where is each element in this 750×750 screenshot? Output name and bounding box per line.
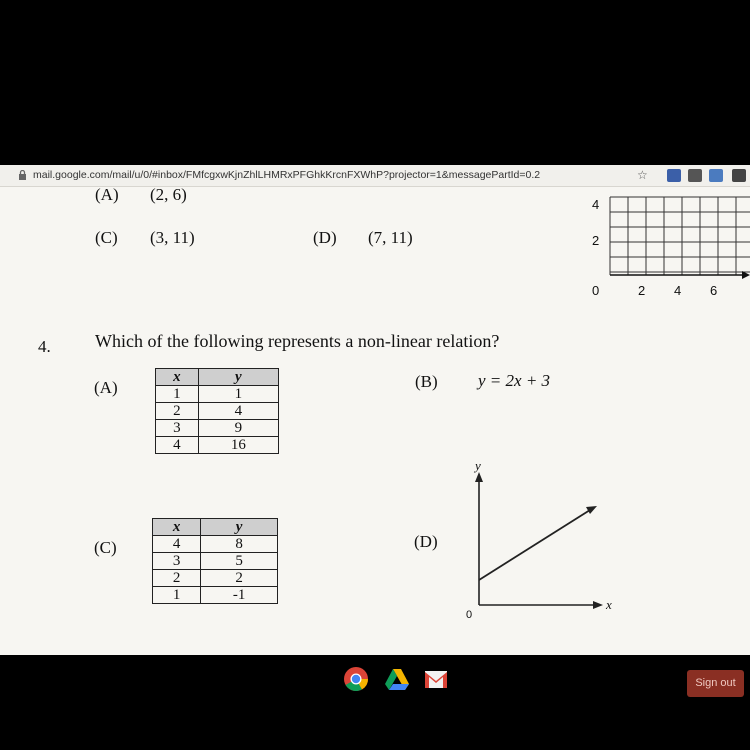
question-text: Which of the following represents a non-linear relation?: [95, 331, 500, 351]
graph-d-origin-label: 0: [466, 609, 473, 621]
table-c-header-y: y: [201, 519, 278, 536]
drive-icon[interactable]: [384, 666, 410, 692]
table-c-cell: 4: [153, 536, 201, 553]
table-c-cell: 2: [153, 570, 201, 587]
question-number: 4.: [38, 337, 51, 356]
table-a-cell: 16: [198, 437, 278, 454]
sign-out-button[interactable]: Sign out: [687, 670, 744, 697]
prev-option-d-value: (7, 11): [368, 228, 413, 247]
prev-option-d-label: (D): [313, 228, 337, 247]
chrome-icon[interactable]: [343, 666, 369, 692]
table-a-cell: 3: [156, 420, 199, 437]
extension-icon[interactable]: [732, 169, 746, 182]
table-c-cell: 5: [201, 553, 278, 570]
grid-x-tick: 6: [710, 283, 718, 298]
option-a-label: (A): [94, 378, 118, 397]
prev-option-a-value: (2, 6): [150, 185, 187, 204]
grid-y-tick: 2: [592, 233, 600, 248]
grid-x-tick: 4: [674, 283, 682, 298]
bookmark-star-icon[interactable]: ☆: [637, 168, 648, 182]
url-text[interactable]: mail.google.com/mail/u/0/#inbox/FMfcgxwKjnZhlLHMRxPFGhkKrcnFXWhP?projector=1&messagePartId=0.2: [33, 169, 541, 181]
table-a: [155, 368, 279, 454]
table-c-cell: 1: [153, 587, 201, 604]
extension-icon[interactable]: [667, 169, 681, 182]
table-c-cell: 8: [201, 536, 278, 553]
table-c-cell: 2: [201, 570, 278, 587]
lock-icon: [18, 170, 27, 180]
table-a-cell: 4: [198, 403, 278, 420]
table-a-cell: 1: [198, 386, 278, 403]
grid-y-tick: 4: [592, 197, 600, 212]
grid-x-tick: 2: [638, 283, 646, 298]
table-c-cell: -1: [201, 587, 278, 604]
graph-d-y-label: y: [475, 458, 481, 473]
taskbar: [0, 655, 750, 750]
browser-screen: [0, 165, 750, 655]
grid-x-tick: 0: [592, 283, 600, 298]
table-a-cell: 9: [198, 420, 278, 437]
gmail-icon[interactable]: [423, 666, 449, 692]
address-bar[interactable]: [0, 165, 750, 187]
prev-option-c-value: (3, 11): [150, 228, 195, 247]
extension-icon[interactable]: [709, 169, 723, 182]
option-d-label: (D): [414, 532, 438, 551]
table-a-cell: 2: [156, 403, 199, 420]
graph-d-x-label: x: [606, 597, 612, 612]
table-c-header-x: x: [153, 519, 201, 536]
table-c-cell: 3: [153, 553, 201, 570]
corner-grid-graph: [580, 187, 750, 312]
prev-option-c-label: (C): [95, 228, 118, 247]
option-b-equation: y = 2x + 3: [478, 371, 551, 390]
table-a-header-x: x: [156, 369, 199, 386]
table-a-cell: 1: [156, 386, 199, 403]
extension-icon[interactable]: [688, 169, 702, 182]
option-b-label: (B): [415, 372, 438, 391]
prev-option-a-label: (A): [95, 185, 119, 204]
table-a-header-y: y: [198, 369, 278, 386]
table-a-cell: 4: [156, 437, 199, 454]
option-c-label: (C): [94, 538, 117, 557]
table-c: [152, 518, 278, 604]
